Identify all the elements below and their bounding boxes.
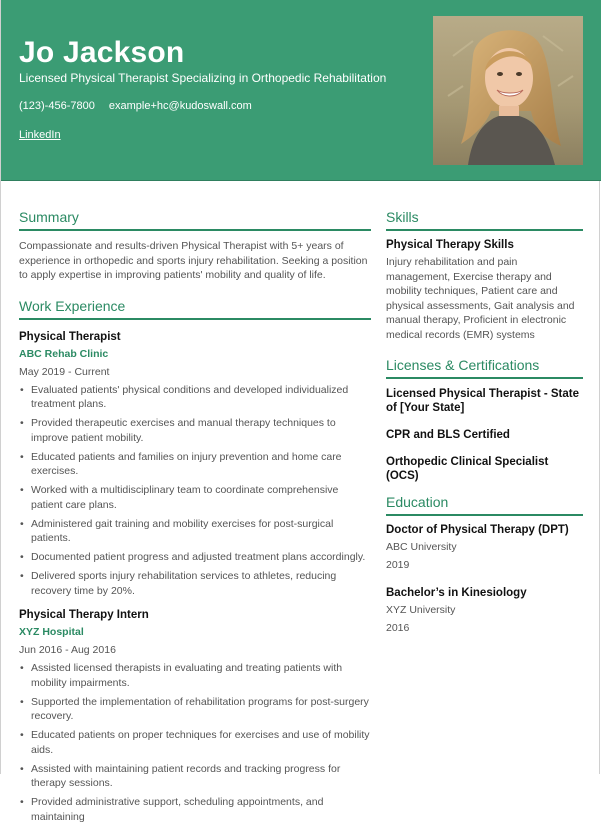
phone-number: (123)-456-7800 [19,100,95,112]
left-column [19,209,371,829]
skills-text: Injury rehabilitation and pain management, Exercise therapy and mobility techniques, Patient care and physical assessments, Gait analysis and manual therapy, Proficient in electronic medical records (EMR) systems [386,256,575,341]
work-experience-section [19,298,371,825]
company-name: XYZ Hospital [19,626,84,638]
job-dates: Jun 2016 - Aug 2016 [19,644,116,656]
skills-subtitle: Physical Therapy Skills [386,239,514,251]
list-item: • Educated patients and families on injury prevention and home care exercises. [19,450,371,479]
candidate-headline: Licensed Physical Therapist Specializing in Orthopedic Rehabilitation [19,71,387,85]
list-item: • Delivered sports injury rehabilitation services to athletes, reducing recovery time by 20%. [19,569,371,598]
job-entry [19,331,371,599]
summary-text: Compassionate and results-driven Physical Therapist with 5+ years of experience in orthopedic and sports injury rehabilitation. Seeking a position to apply expertise in improving patients' mobility and quality of life. [19,240,368,281]
list-item: • Administered gait training and mobility exercises for post-surgical patients. [19,517,371,546]
candidate-name: Jo Jackson [19,36,185,69]
list-item: • Worked with a multidisciplinary team to coordinate comprehensive patient care plans. [19,483,371,512]
job-bullets [19,383,371,599]
job-title: Physical Therapy Intern [19,609,149,621]
summary-section [19,209,371,283]
job-bullets [19,661,371,824]
skills-section [386,209,583,342]
list-item: • Educated patients on proper techniques for exercises and use of mobility aids. [19,728,371,757]
work-experience-title: Work Experience [19,298,371,320]
email-address[interactable]: example+hc@kudoswall.com [108,100,252,112]
right-column [386,209,583,640]
company-name: ABC Rehab Clinic [19,347,109,360]
licenses-title: Licenses & Certifications [386,357,583,379]
degree-name: Doctor of Physical Therapy (DPT) [386,524,569,536]
graduation-year: 2016 [386,622,410,634]
degree-name: Bachelor’s in Kinesiology [386,587,527,599]
job-entry [19,609,371,824]
list-item: • Evaluated patients' physical conditions and developed individualized treatment plans. [19,383,371,412]
linkedin-link[interactable]: LinkedIn [19,129,61,141]
list-item: • Assisted licensed therapists in evaluating and treating patients with mobility impairments. [19,661,371,690]
contact-info [19,100,263,112]
skills-title: Skills [386,209,583,231]
list-item: • Assisted with maintaining patient records and tracking progress for therapy sessions. [19,762,371,791]
job-dates: May 2019 - Current [19,365,110,378]
education-entry [386,524,583,571]
list-item: • Provided administrative support, scheduling appointments, and maintaining [19,795,371,824]
licenses-section [386,357,583,483]
job-title: Physical Therapist [19,330,121,343]
education-title: Education [386,494,583,516]
profile-photo [433,16,583,165]
summary-title: Summary [19,209,371,231]
education-section [386,494,583,634]
certification-item: Licensed Physical Therapist - State of [Your State] [386,388,580,414]
school-name: XYZ University [386,604,456,616]
resume-header [1,0,601,181]
list-item: • Supported the implementation of rehabilitation programs for post-surgery recovery. [19,695,371,724]
list-item: • Documented patient progress and adjusted treatment plans accordingly. [19,550,371,565]
certification-item: CPR and BLS Certified [386,429,510,441]
school-name: ABC University [386,541,457,553]
certification-item: Orthopedic Clinical Specialist (OCS) [386,456,549,482]
education-entry [386,587,583,634]
list-item: • Provided therapeutic exercises and manual therapy techniques to improve patient mobility. [19,416,371,445]
graduation-year: 2019 [386,559,410,571]
